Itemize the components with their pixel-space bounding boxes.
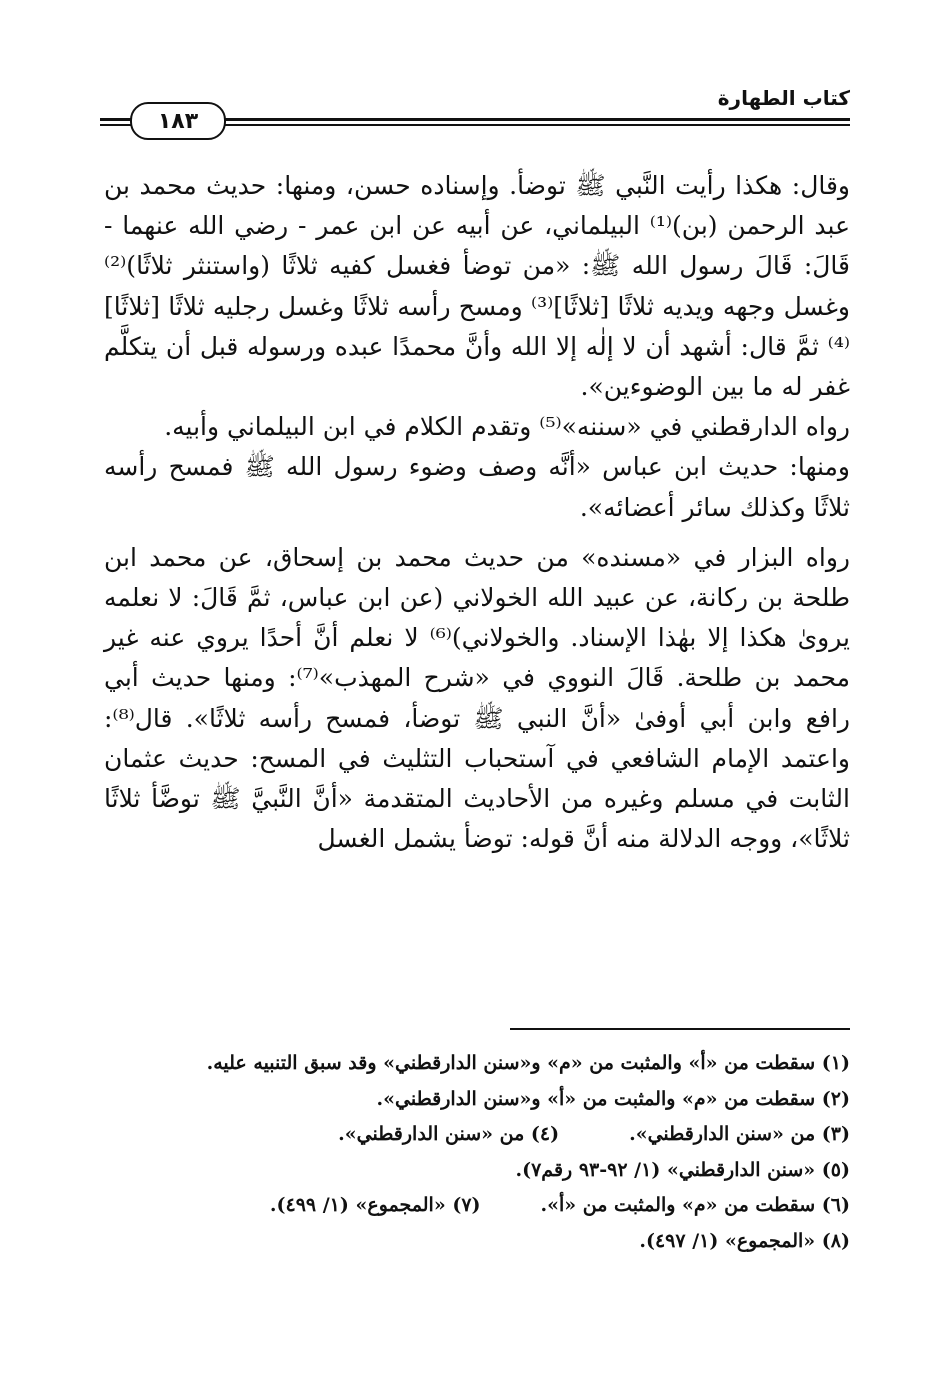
footnote-8: (٨) «المجموع» (١/ ٤٩٧). (639, 1229, 850, 1252)
footnote-3: (٣) من «سنن الدارقطني». (629, 1123, 850, 1145)
page-number-badge (130, 102, 226, 140)
paragraph-1: وقال: هكذا رأيت النَّبي ﷺ توضأ. وإسناده حسن، ومنها: حديث محمد بن عبد الرحمن (بن)⁽¹⁾ البيلماني، عن أبيه عن ابن عمر - رضي الله عنهما - قَالَ: قَالَ رسول الله ﷺ: «من توضأ فغسل كفيه ثلاثًا (واستنثر ثلاثًا)⁽²⁾ وغسل وجهه ويديه ثلاثًا [ثلاثًا]⁽³⁾ ومسح رأسه ثلاثًا وغسل رجليه ثلاثًا [ثلاثًا]⁽⁴⁾ ثمَّ قال: أشهد أن لا إلٰه إلا الله وأنَّ محمدًا عبده ورسوله قبل أن يتكلَّم غفر له ما بين الوضوءين». (104, 171, 851, 402)
footnote-row (104, 1082, 850, 1118)
footnote-row (104, 1224, 850, 1260)
footnote-row (104, 1117, 850, 1153)
running-title: كتاب الطهارة (710, 86, 850, 110)
footnotes (104, 1046, 850, 1259)
paragraph-4: رواه البزار في «مسنده» من حديث محمد بن إسحاق، عن محمد ابن طلحة بن ركانة، عن عبيد الله الخولاني (عن ابن عباس، ثمَّ قَالَ: لا نعلمه يروىٰ هكذا إلا بهٰذا الإسناد. والخولاني)⁽⁶⁾ لا نعلم أنَّ أحدًا يروي عنه غير محمد بن طلحة. قَالَ النووي في «شرح المهذب»⁽⁷⁾: ومنها حديث أبي رافع وابن أبي أوفىٰ «أنَّ النبي ﷺ توضأ، فمسح رأسه ثلاثًا». قال⁽⁸⁾: واعتمد الإمام الشافعي في آستحباب التثليث في المسح: حديث عثمان الثابت في مسلم وغيره من الأحاديث المتقدمة «أنَّ النَّبيَّ ﷺ توضَّأ ثلاثًا ثلاثًا»، ووجه الدلالة منه أنَّ قوله: توضأ يشمل الغسل (104, 542, 850, 854)
page-number: ١٨٣ (157, 108, 199, 134)
footnote-row (104, 1046, 850, 1082)
footnote-4: (٤) من «سنن الدارقطني». (338, 1123, 560, 1145)
footnote-1: (١) سقطت من «أ» والمثبت من «م» و«سنن الدارقطني» وقد سبق التنبيه عليه. (206, 1052, 850, 1074)
footnote-row (104, 1188, 850, 1224)
paragraph-3: ومنها: حديث ابن عباس «أنَّه وصف وضوء رسول الله ﷺ فمسح رأسه ثلاثًا وكذلك سائر أعضائه». (104, 452, 850, 522)
footnote-7: (٧) «المجموع» (١/ ٤٩٩). (269, 1194, 481, 1216)
footnote-2: (٢) سقطت من «م» والمثبت من «أ» و«سنن الدارقطني». (376, 1087, 850, 1110)
footnote-6: (٦) سقطت من «م» والمثبت من «أ». (540, 1194, 850, 1216)
footnote-separator (510, 1028, 850, 1030)
page-header (100, 88, 850, 138)
paragraph-2: رواه الدارقطني في «سننه»⁽⁵⁾ وتقدم الكلام في ابن البيلماني وأبيه. (164, 412, 850, 442)
footnote-row (104, 1153, 850, 1189)
footnote-5: (٥) «سنن الدارقطني» (١/ ٩٢-٩٣ رقم٧). (515, 1158, 850, 1181)
main-text (104, 166, 850, 859)
